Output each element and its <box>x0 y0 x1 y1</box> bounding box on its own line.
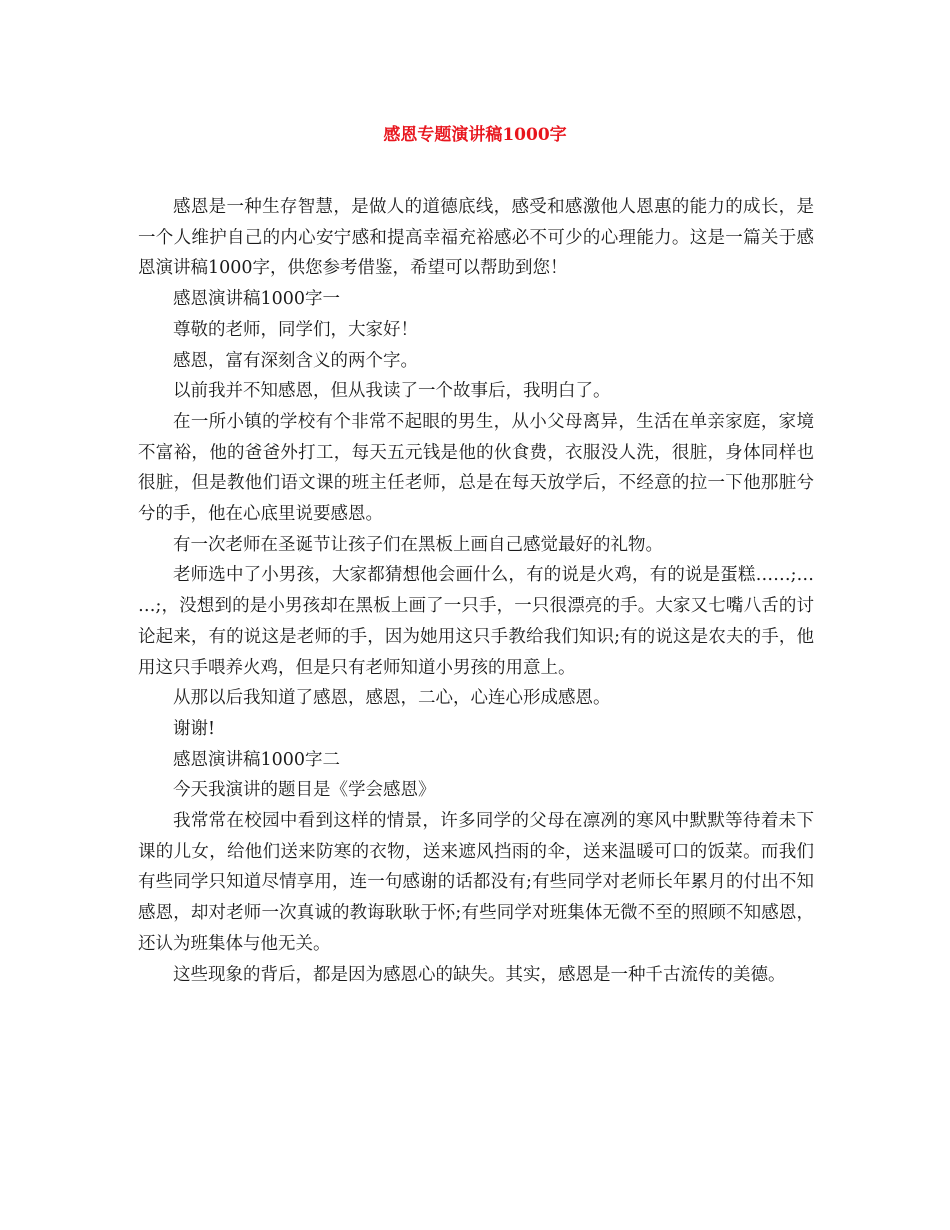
paragraph: 从那以后我知道了感恩，感恩，二心，心连心形成感恩。 <box>173 688 611 709</box>
paragraph: 老师选中了小男孩，大家都猜想他会画什么，有的说是火鸡，有的说是蛋糕……;……;，没想到的是小男孩却在黑板上画了一只手，一只很漂亮的手。大家又七嘴八舌的讨论起来，有的说这是老师的手，因为她用这只手教给我们知识;有的说这是农夫的手，他用这只手喂养火鸡，但是只有老师知道小男孩的用意上。 <box>138 565 814 678</box>
document-title: 感恩专题演讲稿1000字 <box>383 125 567 145</box>
paragraph-greeting: 尊敬的老师，同学们，大家好！ <box>173 319 418 340</box>
paragraph-thanks: 谢谢! <box>173 718 216 739</box>
paragraph: 有一次老师在圣诞节让孩子们在黑板上画自己感觉最好的礼物。 <box>173 534 663 555</box>
document-body <box>138 192 814 990</box>
section-heading-two: 感恩演讲稿1000字二 <box>173 749 341 770</box>
paragraph: 这些现象的背后，都是因为感恩心的缺失。其实，感恩是一种千古流传的美德。 <box>173 964 786 985</box>
paragraph: 我常常在校园中看到这样的情景，许多同学的父母在凛冽的寒风中默默等待着未下课的儿女，给他们送来防寒的衣物，送来遮风挡雨的伞，送来温暖可口的饭菜。而我们有些同学只知道尽情享用，连一句感谢的话都没有;有些同学对老师长年累月的付出不知感恩，却对老师一次真诚的教诲耿耿于怀;有些同学对班集体无微不至的照顾不知感恩，还认为班集体与他无关。 <box>138 811 814 954</box>
paragraph: 以前我并不知感恩，但从我读了一个故事后，我明白了。 <box>173 381 611 402</box>
paragraph-intro: 感恩是一种生存智慧，是做人的道德底线，感受和感激他人恩惠的能力的成长，是一个人维护自己的内心安宁感和提高幸福充裕感必不可少的心理能力。这是一篇关于感恩演讲稿1000字，供您参考借鉴，希望可以帮助到您！ <box>138 197 814 279</box>
paragraph: 感恩，富有深刻含义的两个字。 <box>173 350 418 371</box>
paragraph: 在一所小镇的学校有个非常不起眼的男生，从小父母离异，生活在单亲家庭，家境不富裕，他的爸爸外打工，每天五元钱是他的伙食费，衣服没人洗，很脏，身体同样也很脏，但是教他们语文课的班主任老师，总是在每天放学后，不经意的拉一下他那脏兮兮的手，他在心底里说要感恩。 <box>138 411 814 525</box>
section-heading-one: 感恩演讲稿1000字一 <box>173 289 341 310</box>
paragraph-speech-topic: 今天我演讲的题目是《学会感恩》 <box>173 780 436 801</box>
